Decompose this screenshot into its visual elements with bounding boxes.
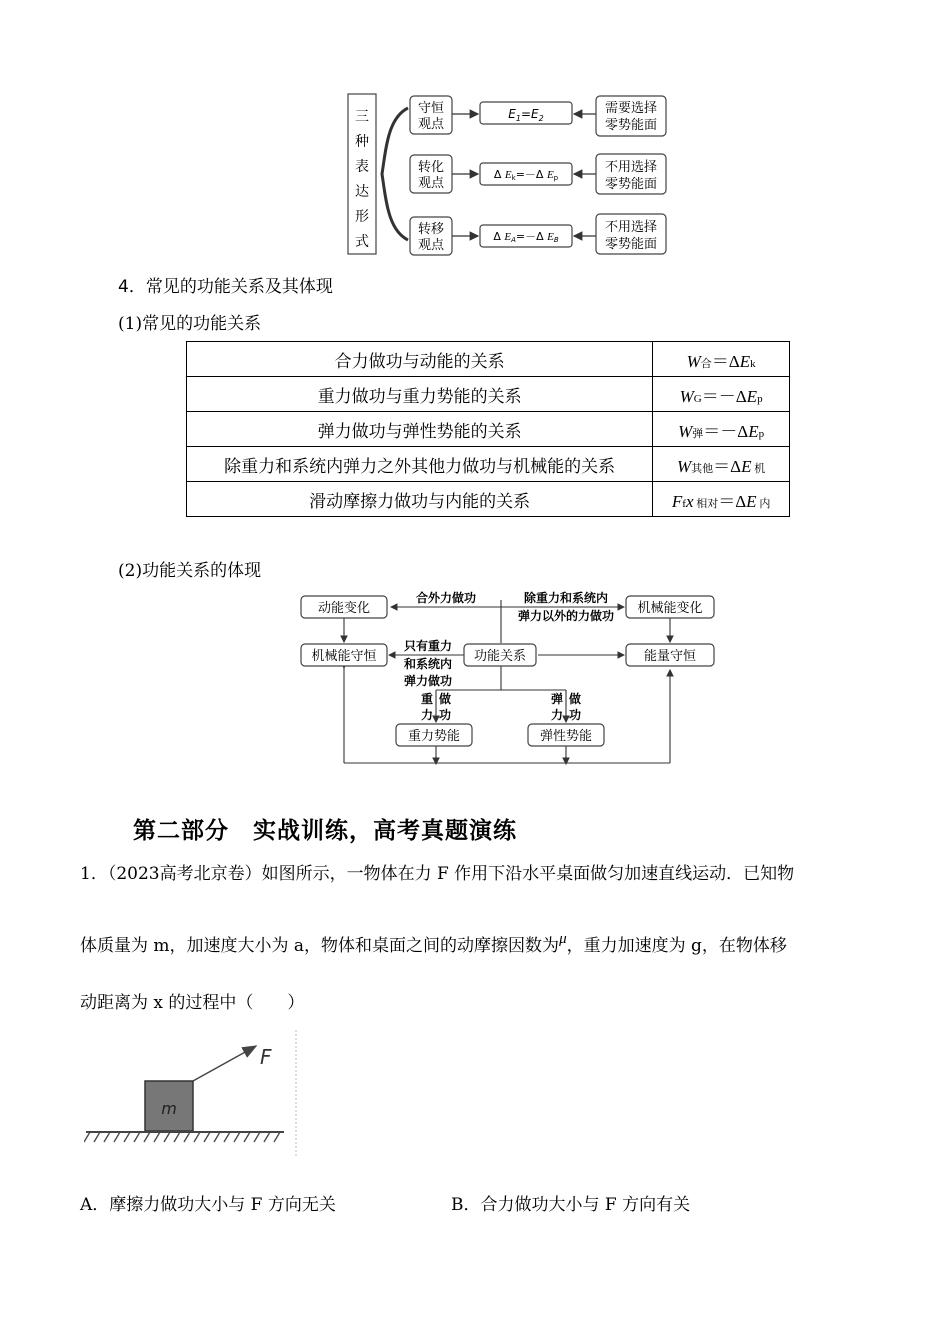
- svg-text:Δ EA=－Δ EB: Δ EA=－Δ EB: [493, 230, 559, 244]
- svg-text:弹性势能: 弹性势能: [539, 729, 593, 744]
- svg-text:E1=E2: $E_1=E_2$: [508, 107, 544, 123]
- svg-text:零势能面: 零势能面: [604, 118, 658, 133]
- svg-text:观点: 观点: [417, 176, 445, 191]
- table-cell-relation: 弹力做功与弹性势能的关系: [187, 412, 653, 447]
- svg-text:机械能守恒: 机械能守恒: [311, 649, 377, 664]
- svg-text:需要选择: 需要选择: [604, 101, 658, 116]
- work-energy-relations-diagram: [296, 588, 726, 768]
- svg-text:转移: 转移: [417, 222, 445, 237]
- svg-text:做: 做: [568, 692, 582, 706]
- svg-text:转化: 转化: [417, 160, 445, 175]
- svg-text:零势能面: 零势能面: [604, 177, 658, 192]
- svg-text:观点: 观点: [417, 238, 445, 253]
- svg-text:合外力做功: 合外力做功: [415, 591, 477, 605]
- table-cell-formula: W弹＝－ΔEp: [653, 412, 790, 447]
- table-cell-formula: W合＝ΔEk: [653, 342, 790, 377]
- mass-label: m: [161, 1099, 177, 1118]
- section-4-sub2: (2)功能关系的体现: [118, 561, 262, 581]
- section-4-sub1: (1)常见的功能关系: [118, 314, 262, 334]
- brace: [382, 108, 408, 240]
- block-force-figure: [84, 1030, 302, 1156]
- option-a[interactable]: A．摩擦力做功大小与 F 方向无关: [80, 1195, 336, 1215]
- option-b[interactable]: B．合力做功大小与 F 方向有关: [451, 1195, 691, 1215]
- svg-text:种: 种: [355, 134, 369, 150]
- table-row: [187, 447, 790, 482]
- table-row: [187, 377, 790, 412]
- energy-conservation-forms-diagram: [330, 88, 680, 260]
- box-gravity-pe: [396, 724, 472, 746]
- svg-text:不用选择: 不用选择: [604, 220, 658, 235]
- svg-text:达: 达: [355, 184, 369, 200]
- force-label: F: [260, 1045, 272, 1069]
- svg-text:形: 形: [355, 209, 369, 225]
- table-row: [187, 342, 790, 377]
- row-conversion: [410, 154, 666, 194]
- box-elastic-pe: [528, 724, 604, 746]
- svg-text:观点: 观点: [417, 117, 445, 132]
- table-cell-relation: 合力做功与动能的关系: [187, 342, 653, 377]
- svg-text:功: 功: [568, 708, 582, 722]
- box-mech-change: [626, 596, 714, 618]
- table-row: [187, 482, 790, 517]
- svg-text:弹力以外的力做功: 弹力以外的力做功: [517, 609, 615, 623]
- svg-text:力: 力: [420, 708, 434, 722]
- svg-text:表: 表: [355, 159, 369, 175]
- box-mech-cons: [301, 644, 387, 666]
- svg-text:弹: 弹: [550, 692, 564, 706]
- table-cell-relation: 重力做功与重力势能的关系: [187, 377, 653, 412]
- svg-text:式: 式: [355, 234, 369, 250]
- svg-text:三: 三: [355, 109, 369, 125]
- box-kinetic: [301, 596, 387, 618]
- svg-text:机械能变化: 机械能变化: [637, 601, 703, 616]
- svg-text:不用选择: 不用选择: [604, 160, 658, 175]
- box-core: [464, 644, 536, 666]
- svg-text:守恒: 守恒: [417, 101, 445, 116]
- svg-text:力: 力: [550, 708, 564, 722]
- row-transfer: [410, 214, 666, 255]
- table-row: [187, 412, 790, 447]
- svg-text:零势能面: 零势能面: [604, 237, 658, 252]
- ground-hatch: [84, 1132, 280, 1142]
- svg-text:除重力和系统内: 除重力和系统内: [523, 591, 609, 605]
- row-conservation: [410, 96, 666, 136]
- part2-title: 第二部分 实战训练，高考真题演练: [133, 818, 517, 844]
- svg-text:和系统内: 和系统内: [403, 657, 453, 671]
- work-energy-table: [186, 341, 790, 517]
- svg-text:功能关系: 功能关系: [473, 649, 527, 664]
- table-cell-relation: 除重力和系统内弹力之外其他力做功与机械能的关系: [187, 447, 653, 482]
- svg-text:动能变化: 动能变化: [317, 601, 371, 616]
- table-cell-formula: WG＝－ΔEp: [653, 377, 790, 412]
- table-cell-relation: 滑动摩擦力做功与内能的关系: [187, 482, 653, 517]
- svg-text:能量守恒: 能量守恒: [643, 649, 697, 664]
- svg-text:弹力做功: 弹力做功: [403, 674, 453, 688]
- svg-text:只有重力: 只有重力: [403, 639, 453, 653]
- svg-text:功: 功: [438, 708, 452, 722]
- question1-line2: 体质量为 m，加速度大小为 a，物体和桌面之间的动摩擦因数为μ，重力加速度为 g，在物体移: [80, 931, 787, 956]
- table-cell-formula: W其他＝ΔE 机: [653, 447, 790, 482]
- question1-line3: 动距离为 x 的过程中（ ）: [80, 993, 305, 1013]
- section-4-title: 4．常见的功能关系及其体现: [118, 277, 333, 297]
- svg-text:Δ Ek=－Δ Ep: Δ Ek=－Δ Ep: [493, 168, 559, 182]
- svg-text:重: 重: [420, 692, 434, 706]
- svg-text:做: 做: [438, 692, 452, 706]
- table-cell-formula: Ffx 相对＝ΔE 内: [653, 482, 790, 517]
- mu-symbol: μ: [559, 931, 567, 947]
- box-energy-cons: [626, 644, 714, 666]
- svg-text:重力势能: 重力势能: [407, 729, 461, 744]
- question1-line1: 1．（2023高考北京卷）如图所示，一物体在力 F 作用下沿水平桌面做匀加速直线运动．已知物: [80, 864, 795, 884]
